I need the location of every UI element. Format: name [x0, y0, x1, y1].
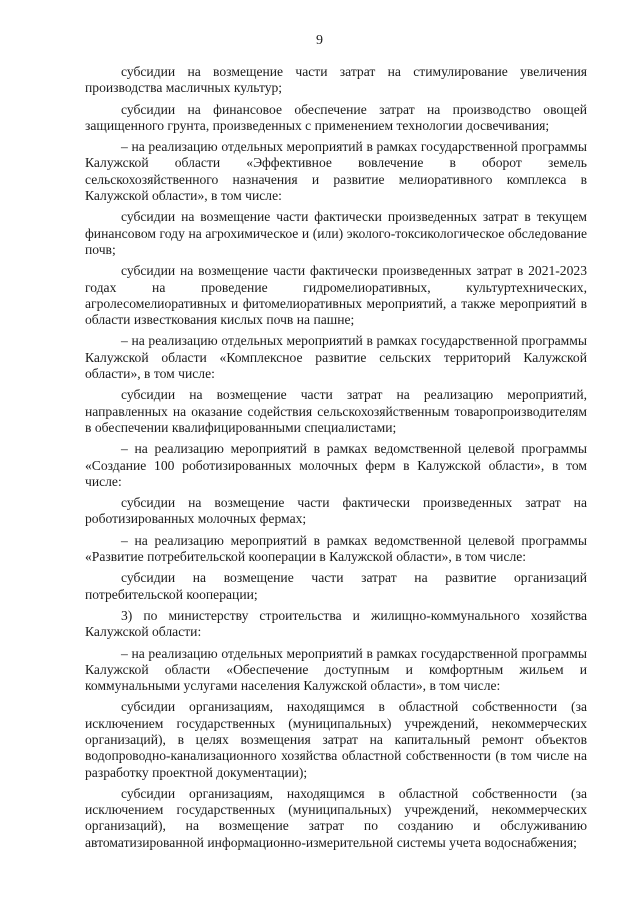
document-body: [85, 64, 587, 856]
paragraph: субсидии на возмещение части затрат на стимулирование увеличения производства масличных культур;: [85, 64, 587, 96]
paragraph: субсидии на возмещение части фактически произведенных затрат в 2021-2023 годах на проведение гидромелиоративных, культуртехнических, агролесомелиоративных и фитомелиоративных мероприятий, а также мероприятий в области известкования кислых почв на пашне;: [85, 263, 587, 328]
paragraph: субсидии организациям, находящимся в областной собственности (за исключением государственных (муниципальных) учреждений, некоммерческих организаций), в целях возмещения затрат на капитальный ремонт объектов водопроводно-канализационного хозяйства областной собственности (в том числе на разработку проектной документации);: [85, 699, 587, 780]
paragraph: субсидии на финансовое обеспечение затрат на производство овощей защищенного грунта, произведенных с применением технологии досвечивания;: [85, 101, 587, 133]
paragraph: субсидии на возмещение части затрат на реализацию мероприятий, направленных на оказание содействия сельскохозяйственным товаропроизводителям в обеспечении квалифицированными специалистами;: [85, 387, 587, 435]
paragraph: – на реализацию отдельных мероприятий в рамках государственной программы Калужской области «Комплексное развитие сельских территорий Калужской области», в том числе:: [85, 333, 587, 382]
paragraph: субсидии организациям, находящимся в областной собственности (за исключением государственных (муниципальных) учреждений, некоммерческих организаций), на возмещение затрат по созданию и обслуживанию автоматизированной информационно-измерительной системы учета водоснабжения;: [85, 785, 587, 850]
page-number: 9: [316, 33, 323, 48]
paragraph: – на реализацию мероприятий в рамках ведомственной целевой программы «Развитие потребительской кооперации в Калужской области», в том числе:: [85, 532, 587, 565]
paragraph: 3) по министерству строительства и жилищно-коммунального хозяйства Калужской области:: [85, 607, 587, 640]
paragraph: – на реализацию отдельных мероприятий в рамках государственной программы Калужской области «Обеспечение доступным и комфортным жильем и коммунальными услугами населения Калужской области», в том числе:: [85, 645, 587, 694]
paragraph: – на реализацию мероприятий в рамках ведомственной целевой программы «Создание 100 роботизированных молочных ферм в Калужской области», в том числе:: [85, 441, 587, 489]
paragraph: субсидии на возмещение части фактически произведенных затрат на роботизированных молочных фермах;: [85, 495, 587, 527]
paragraph: субсидии на возмещение части затрат на развитие организаций потребительской кооперации;: [85, 570, 587, 602]
paragraph: – на реализацию отдельных мероприятий в рамках государственной программы Калужской области «Эффективное вовлечение в оборот земель сельскохозяйственного назначения и развитие мелиоративного комплекса в Калужской области», в том числе:: [85, 139, 587, 204]
paragraph: субсидии на возмещение части фактически произведенных затрат в текущем финансовом году на агрохимическое и (или) эколого-токсикологическое обследование почв;: [85, 209, 587, 257]
